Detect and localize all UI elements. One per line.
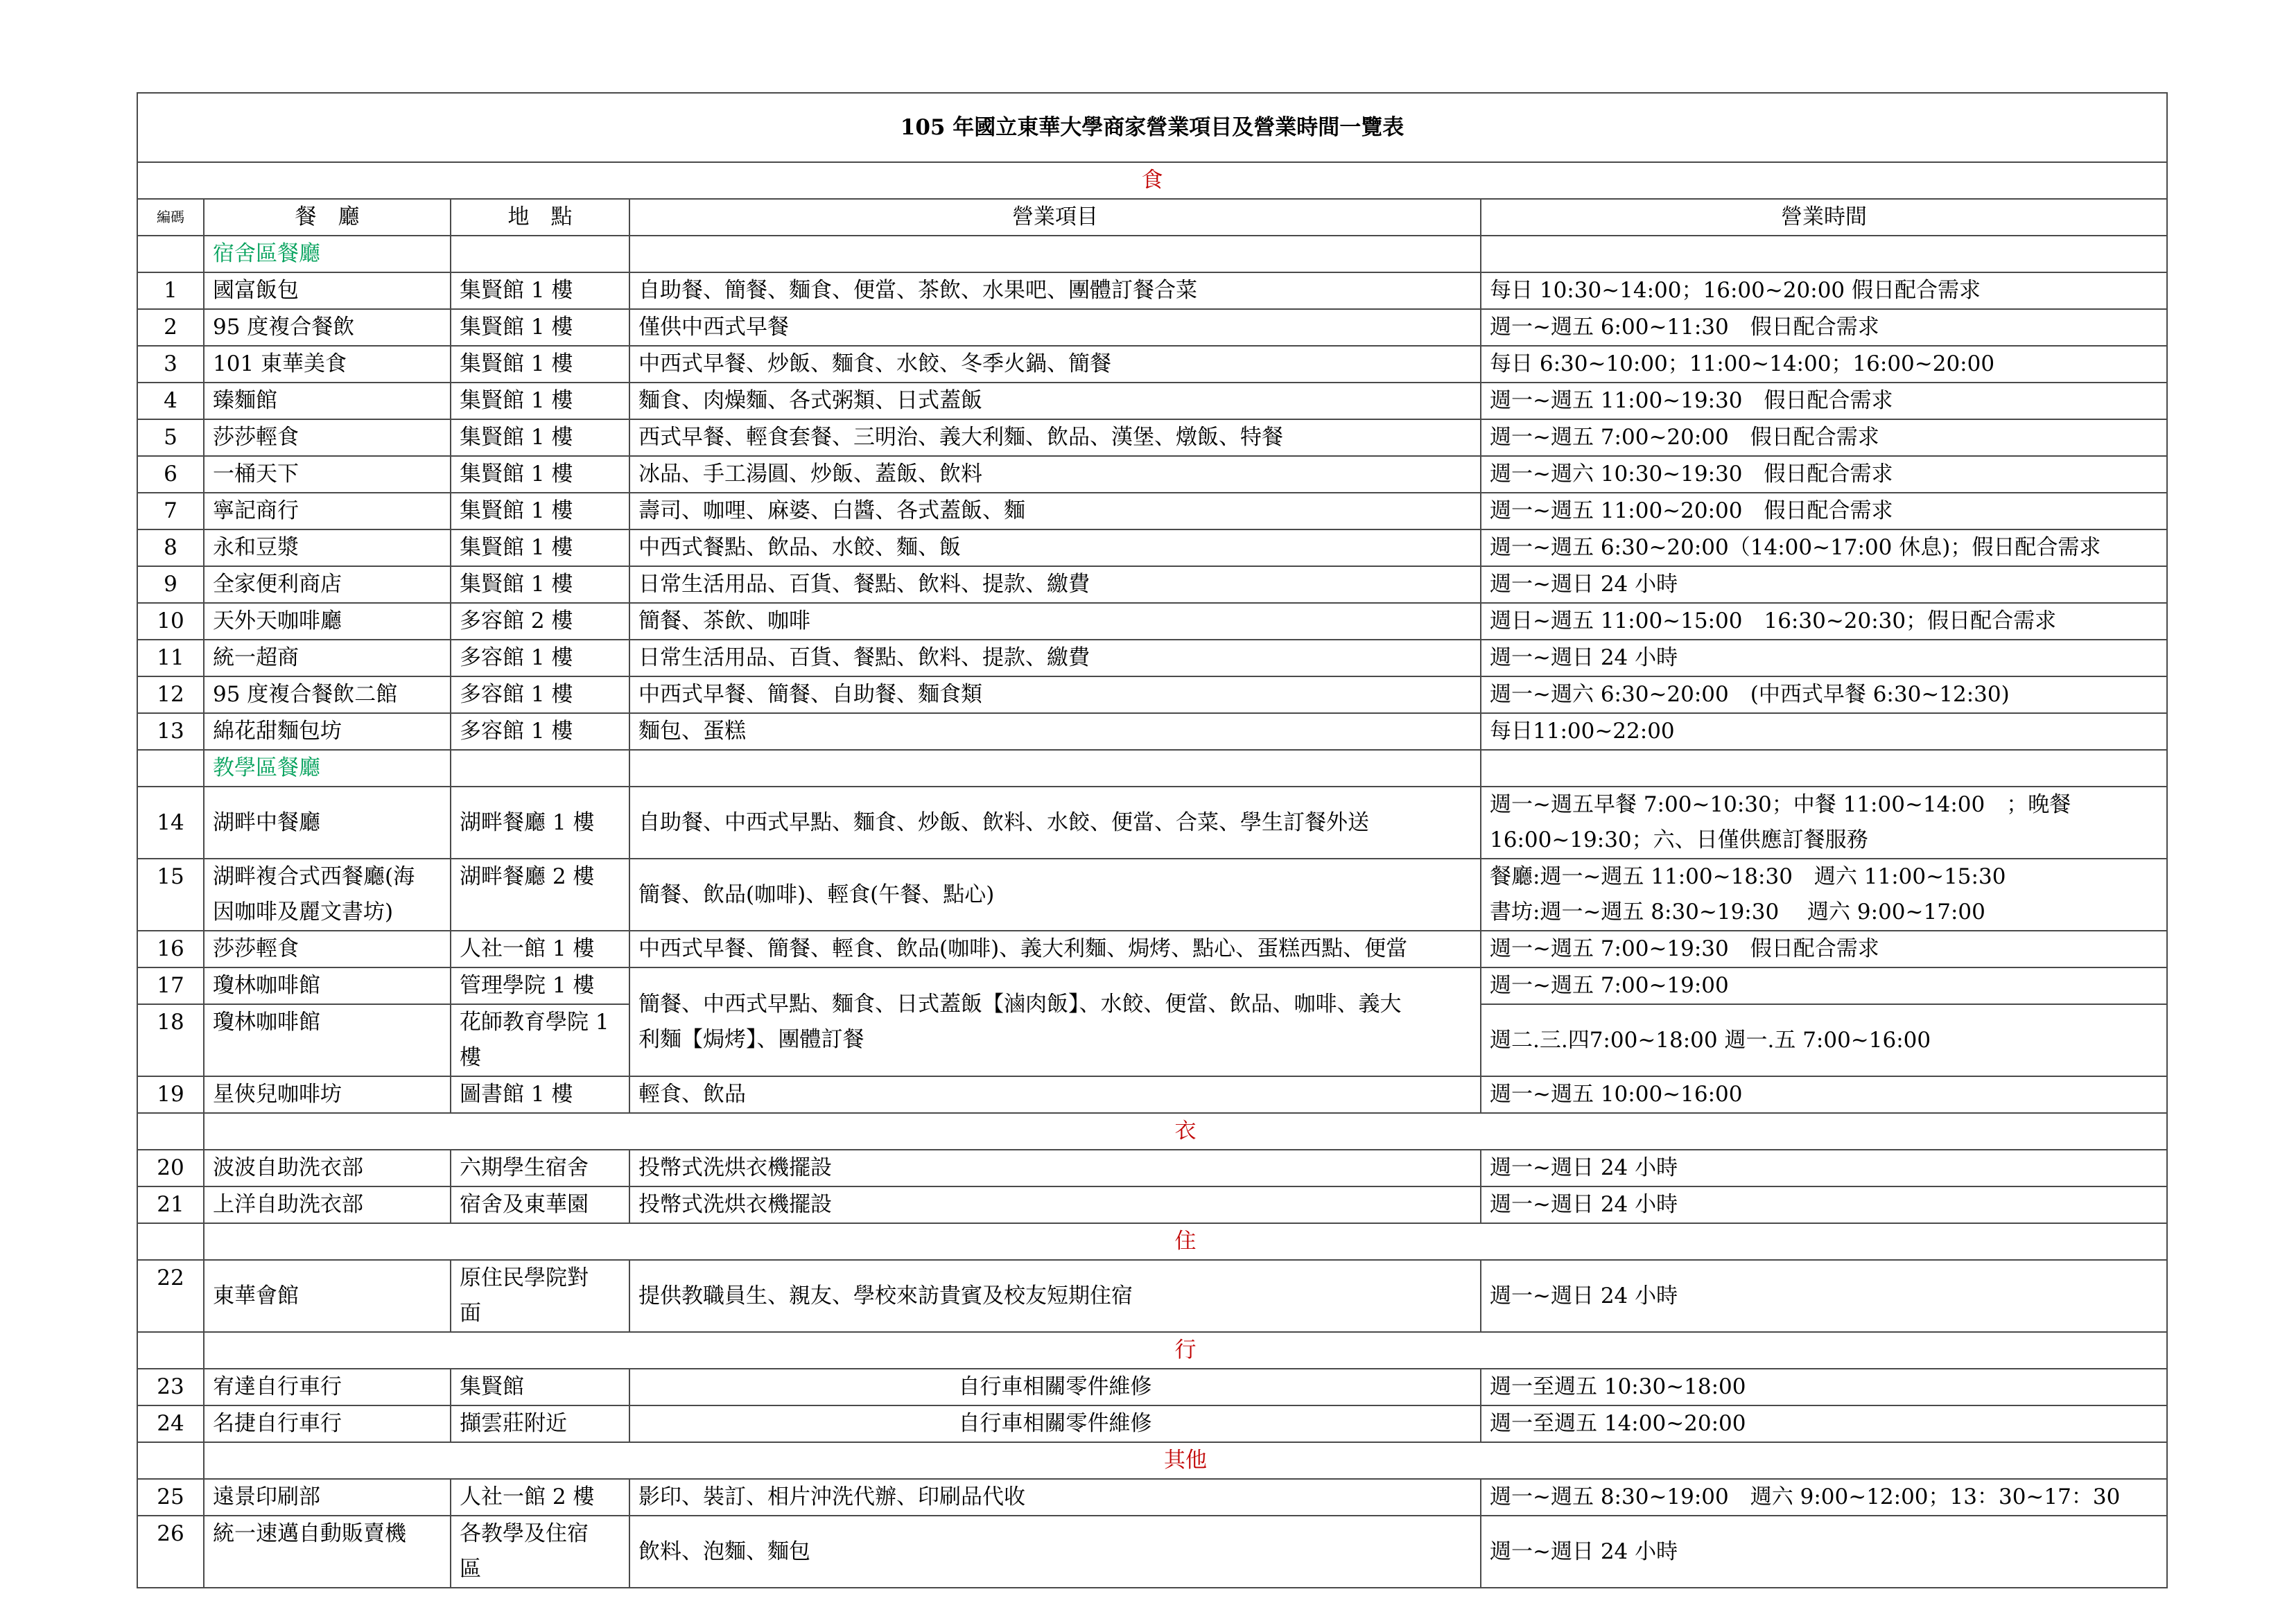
row-name: 一桶天下 xyxy=(204,456,451,493)
table-row xyxy=(137,859,2167,931)
table-row xyxy=(137,566,2167,603)
row-name: 莎莎輕食 xyxy=(204,419,451,456)
category-other: 其他 xyxy=(204,1442,2167,1479)
table-row xyxy=(137,1260,2167,1332)
row-location: 集賢館 1 樓 xyxy=(451,346,629,383)
row-hours: 每日11:00~22:00 xyxy=(1481,713,2167,750)
header-no: 編碼 xyxy=(137,199,204,236)
table-row xyxy=(137,640,2167,676)
header-items: 營業項目 xyxy=(629,199,1481,236)
row-number: 13 xyxy=(137,713,204,750)
table-row xyxy=(137,309,2167,346)
row-location xyxy=(451,1260,629,1332)
hours-line-2: 書坊:週一~週五 8:30~19:30 週六 9:00~17:00 xyxy=(1490,900,1985,925)
row-hours: 週一~週日 24 小時 xyxy=(1481,1150,2167,1186)
row-location: 集賢館 xyxy=(451,1369,629,1405)
row-location: 宿舍及東華園 xyxy=(451,1186,629,1223)
title-row xyxy=(137,93,2167,162)
row-number: 4 xyxy=(137,383,204,419)
row-items: 輕食、飲品 xyxy=(629,1076,1481,1113)
row-number: 15 xyxy=(137,859,204,931)
loc-line-1: 各教學及住宿 xyxy=(460,1521,589,1546)
row-items: 自助餐、簡餐、麵食、便當、茶飲、水果吧、團體訂餐合菜 xyxy=(629,272,1481,309)
row-number: 5 xyxy=(137,419,204,456)
row-name: 上洋自助洗衣部 xyxy=(204,1186,451,1223)
row-number: 9 xyxy=(137,566,204,603)
row-location: 集賢館 1 樓 xyxy=(451,456,629,493)
row-name: 95 度複合餐飲 xyxy=(204,309,451,346)
table-row xyxy=(137,603,2167,640)
row-items: 中西式餐點、飲品、水餃、麵、飯 xyxy=(629,529,1481,566)
row-items: 中西式早餐、簡餐、輕食、飲品(咖啡)、義大利麵、焗烤、點心、蛋糕西點、便當 xyxy=(629,931,1481,967)
row-location: 湖畔餐廳 2 樓 xyxy=(451,859,629,931)
row-items: 壽司、咖哩、麻婆、白醬、各式蓋飯、麵 xyxy=(629,493,1481,529)
table-row xyxy=(137,272,2167,309)
subheading-dorm: 宿舍區餐廳 xyxy=(204,236,451,272)
table-row xyxy=(137,1479,2167,1516)
row-hours: 週一~週五 11:00~20:00 假日配合需求 xyxy=(1481,493,2167,529)
row-location: 人社一館 1 樓 xyxy=(451,931,629,967)
row-number: 11 xyxy=(137,640,204,676)
row-number: 19 xyxy=(137,1076,204,1113)
row-name: 統一速邁自動販賣機 xyxy=(204,1516,451,1588)
row-hours: 週一~週五 6:00~11:30 假日配合需求 xyxy=(1481,309,2167,346)
header-hours: 營業時間 xyxy=(1481,199,2167,236)
row-name: 永和豆漿 xyxy=(204,529,451,566)
table-row xyxy=(137,787,2167,859)
row-items: 簡餐、茶飲、咖啡 xyxy=(629,603,1481,640)
row-location: 多容館 1 樓 xyxy=(451,676,629,713)
row-items: 投幣式洗烘衣機擺設 xyxy=(629,1186,1481,1223)
category-clothing: 衣 xyxy=(204,1113,2167,1150)
row-hours: 週二.三.四7:00~18:00 週一.五 7:00~16:00 xyxy=(1481,1004,2167,1076)
row-name: 全家便利商店 xyxy=(204,566,451,603)
row-items: 自助餐、中西式早點、麵食、炒飯、飲料、水餃、便當、合菜、學生訂餐外送 xyxy=(629,787,1481,859)
row-hours: 週一~週日 24 小時 xyxy=(1481,1260,2167,1332)
table-row xyxy=(137,1186,2167,1223)
row-items: 西式早餐、輕食套餐、三明治、義大利麵、飲品、漢堡、燉飯、特餐 xyxy=(629,419,1481,456)
header-name: 餐 廳 xyxy=(204,199,451,236)
row-name xyxy=(204,859,451,931)
hours-line-1: 餐廳:週一~週五 11:00~18:30 週六 11:00~15:30 xyxy=(1490,864,2006,889)
table-row xyxy=(137,1076,2167,1113)
row-hours: 週日~週五 11:00~15:00 16:30~20:30；假日配合需求 xyxy=(1481,603,2167,640)
row-location: 集賢館 1 樓 xyxy=(451,383,629,419)
row-number: 23 xyxy=(137,1369,204,1405)
header-row xyxy=(137,199,2167,236)
category-row-other xyxy=(137,1442,2167,1479)
page-title: 105 年國立東華大學商家營業項目及營業時間一覽表 xyxy=(137,93,2167,162)
row-location: 圖書館 1 樓 xyxy=(451,1076,629,1113)
row-name: 湖畔中餐廳 xyxy=(204,787,451,859)
row-location: 人社一館 2 樓 xyxy=(451,1479,629,1516)
loc-line-2: 樓 xyxy=(460,1045,481,1070)
category-transport: 行 xyxy=(204,1332,2167,1369)
row-hours: 每日 6:30~10:00；11:00~14:00；16:00~20:00 xyxy=(1481,346,2167,383)
header-location: 地 點 xyxy=(451,199,629,236)
row-hours: 週一~週五 7:00~19:00 xyxy=(1481,967,2167,1004)
row-name: 寧記商行 xyxy=(204,493,451,529)
table-row xyxy=(137,1405,2167,1442)
loc-line-2: 面 xyxy=(460,1301,481,1326)
table-row xyxy=(137,383,2167,419)
row-name: 綿花甜麵包坊 xyxy=(204,713,451,750)
row-name: 宥達自行車行 xyxy=(204,1369,451,1405)
row-number: 12 xyxy=(137,676,204,713)
row-location: 集賢館 1 樓 xyxy=(451,419,629,456)
row-location: 六期學生宿舍 xyxy=(451,1150,629,1186)
row-name: 統一超商 xyxy=(204,640,451,676)
row-name: 101 東華美食 xyxy=(204,346,451,383)
row-name: 波波自助洗衣部 xyxy=(204,1150,451,1186)
row-items: 日常生活用品、百貨、餐點、飲料、提款、繳費 xyxy=(629,640,1481,676)
row-location: 管理學院 1 樓 xyxy=(451,967,629,1004)
subheading-row-teaching xyxy=(137,750,2167,787)
row-items: 僅供中西式早餐 xyxy=(629,309,1481,346)
row-location xyxy=(451,1004,629,1076)
row-hours: 週一~週日 24 小時 xyxy=(1481,1186,2167,1223)
row-number: 2 xyxy=(137,309,204,346)
subheading-teaching: 教學區餐廳 xyxy=(204,750,451,787)
hours-line-2: 16:00~19:30；六、日僅供應訂餐服務 xyxy=(1490,827,1868,852)
row-hours: 週一~週五 6:30~20:00（14:00~17:00 休息)；假日配合需求 xyxy=(1481,529,2167,566)
row-location: 湖畔餐廳 1 樓 xyxy=(451,787,629,859)
row-number: 7 xyxy=(137,493,204,529)
row-number: 21 xyxy=(137,1186,204,1223)
row-hours: 週一至週五 14:00~20:00 xyxy=(1481,1405,2167,1442)
row-items-shared xyxy=(629,967,1481,1076)
row-hours: 週一~週日 24 小時 xyxy=(1481,566,2167,603)
row-hours: 週一~週五 7:00~20:00 假日配合需求 xyxy=(1481,419,2167,456)
loc-line-1: 花師教育學院 1 xyxy=(460,1010,609,1035)
row-hours: 週一~週五 10:00~16:00 xyxy=(1481,1076,2167,1113)
loc-line-2: 區 xyxy=(460,1557,481,1581)
row-hours: 週一至週五 10:30~18:00 xyxy=(1481,1369,2167,1405)
row-number: 1 xyxy=(137,272,204,309)
loc-line-1: 原住民學院對 xyxy=(460,1265,589,1290)
table-row xyxy=(137,529,2167,566)
row-hours: 週一~週六 6:30~20:00 (中西式早餐 6:30~12:30) xyxy=(1481,676,2167,713)
row-number: 3 xyxy=(137,346,204,383)
row-items: 投幣式洗烘衣機擺設 xyxy=(629,1150,1481,1186)
row-number: 6 xyxy=(137,456,204,493)
table-row xyxy=(137,967,2167,1004)
row-hours: 週一~週六 10:30~19:30 假日配合需求 xyxy=(1481,456,2167,493)
row-number: 25 xyxy=(137,1479,204,1516)
category-row-food xyxy=(137,162,2167,199)
row-items: 簡餐、飲品(咖啡)、輕食(午餐、點心) xyxy=(629,859,1481,931)
row-location: 擷雲莊附近 xyxy=(451,1405,629,1442)
row-number: 24 xyxy=(137,1405,204,1442)
table-row xyxy=(137,713,2167,750)
category-row-transport xyxy=(137,1332,2167,1369)
row-location xyxy=(451,1516,629,1588)
table-row xyxy=(137,1150,2167,1186)
name-line-1: 湖畔複合式西餐廳(海 xyxy=(213,864,415,889)
row-number: 18 xyxy=(137,1004,204,1076)
row-items: 飲料、泡麵、麵包 xyxy=(629,1516,1481,1588)
row-location: 集賢館 1 樓 xyxy=(451,566,629,603)
row-number: 17 xyxy=(137,967,204,1004)
table-row xyxy=(137,419,2167,456)
row-items: 日常生活用品、百貨、餐點、飲料、提款、繳費 xyxy=(629,566,1481,603)
category-lodging: 住 xyxy=(204,1223,2167,1260)
row-location: 集賢館 1 樓 xyxy=(451,272,629,309)
row-name: 臻麵館 xyxy=(204,383,451,419)
row-name: 莎莎輕食 xyxy=(204,931,451,967)
subheading-row-dorm xyxy=(137,236,2167,272)
row-hours: 週一~週五 7:00~19:30 假日配合需求 xyxy=(1481,931,2167,967)
row-number: 8 xyxy=(137,529,204,566)
row-number: 14 xyxy=(137,787,204,859)
row-number: 26 xyxy=(137,1516,204,1588)
row-location: 集賢館 1 樓 xyxy=(451,309,629,346)
items-line-2: 利麵【焗烤】、團體訂餐 xyxy=(638,1026,864,1052)
category-row-lodging xyxy=(137,1223,2167,1260)
items-line-1: 簡餐、中西式早點、麵食、日式蓋飯【滷肉飯】、水餃、便當、飲品、咖啡、義大 xyxy=(638,991,1402,1017)
row-items: 提供教職員生、親友、學校來訪貴賓及校友短期住宿 xyxy=(629,1260,1481,1332)
row-number: 20 xyxy=(137,1150,204,1186)
row-name: 星俠兒咖啡坊 xyxy=(204,1076,451,1113)
row-number: 16 xyxy=(137,931,204,967)
row-name: 國富飯包 xyxy=(204,272,451,309)
row-name: 遠景印刷部 xyxy=(204,1479,451,1516)
row-items: 中西式早餐、簡餐、自助餐、麵食類 xyxy=(629,676,1481,713)
row-location: 集賢館 1 樓 xyxy=(451,529,629,566)
row-name: 天外天咖啡廳 xyxy=(204,603,451,640)
table-row xyxy=(137,1516,2167,1588)
table-row xyxy=(137,1369,2167,1405)
row-items: 影印、裝訂、相片沖洗代辦、印刷品代收 xyxy=(629,1479,1481,1516)
table-row xyxy=(137,456,2167,493)
row-hours: 週一~週日 24 小時 xyxy=(1481,1516,2167,1588)
row-items: 冰品、手工湯圓、炒飯、蓋飯、飲料 xyxy=(629,456,1481,493)
row-number: 22 xyxy=(137,1260,204,1332)
row-hours: 週一~週五 8:30~19:00 週六 9:00~12:00；13：30~17：30 xyxy=(1481,1479,2167,1516)
row-items: 自行車相關零件維修 xyxy=(629,1369,1481,1405)
row-items: 中西式早餐、炒飯、麵食、水餃、冬季火鍋、簡餐 xyxy=(629,346,1481,383)
row-hours: 週一~週五 11:00~19:30 假日配合需求 xyxy=(1481,383,2167,419)
row-location: 多容館 1 樓 xyxy=(451,640,629,676)
row-hours xyxy=(1481,787,2167,859)
row-items: 麵食、肉燥麵、各式粥類、日式蓋飯 xyxy=(629,383,1481,419)
row-items: 麵包、蛋糕 xyxy=(629,713,1481,750)
row-name: 瓊林咖啡館 xyxy=(204,967,451,1004)
table-row xyxy=(137,346,2167,383)
table-row xyxy=(137,931,2167,967)
name-line-2: 因咖啡及麗文書坊) xyxy=(213,900,394,925)
category-food: 食 xyxy=(137,162,2167,199)
row-name: 瓊林咖啡館 xyxy=(204,1004,451,1076)
row-location: 多容館 2 樓 xyxy=(451,603,629,640)
row-name: 95 度複合餐飲二館 xyxy=(204,676,451,713)
hours-line-1: 週一~週五早餐 7:00~10:30；中餐 11:00~14:00 ；晚餐 xyxy=(1490,792,2071,817)
category-row-clothing xyxy=(137,1113,2167,1150)
row-location: 集賢館 1 樓 xyxy=(451,493,629,529)
row-hours: 每日 10:30~14:00；16:00~20:00 假日配合需求 xyxy=(1481,272,2167,309)
row-hours xyxy=(1481,859,2167,931)
table-row xyxy=(137,676,2167,713)
row-items: 自行車相關零件維修 xyxy=(629,1405,1481,1442)
row-number: 10 xyxy=(137,603,204,640)
row-location: 多容館 1 樓 xyxy=(451,713,629,750)
row-hours: 週一~週日 24 小時 xyxy=(1481,640,2167,676)
business-hours-table xyxy=(137,92,2168,1588)
row-name: 名捷自行車行 xyxy=(204,1405,451,1442)
table-row xyxy=(137,493,2167,529)
row-name: 東華會館 xyxy=(204,1260,451,1332)
